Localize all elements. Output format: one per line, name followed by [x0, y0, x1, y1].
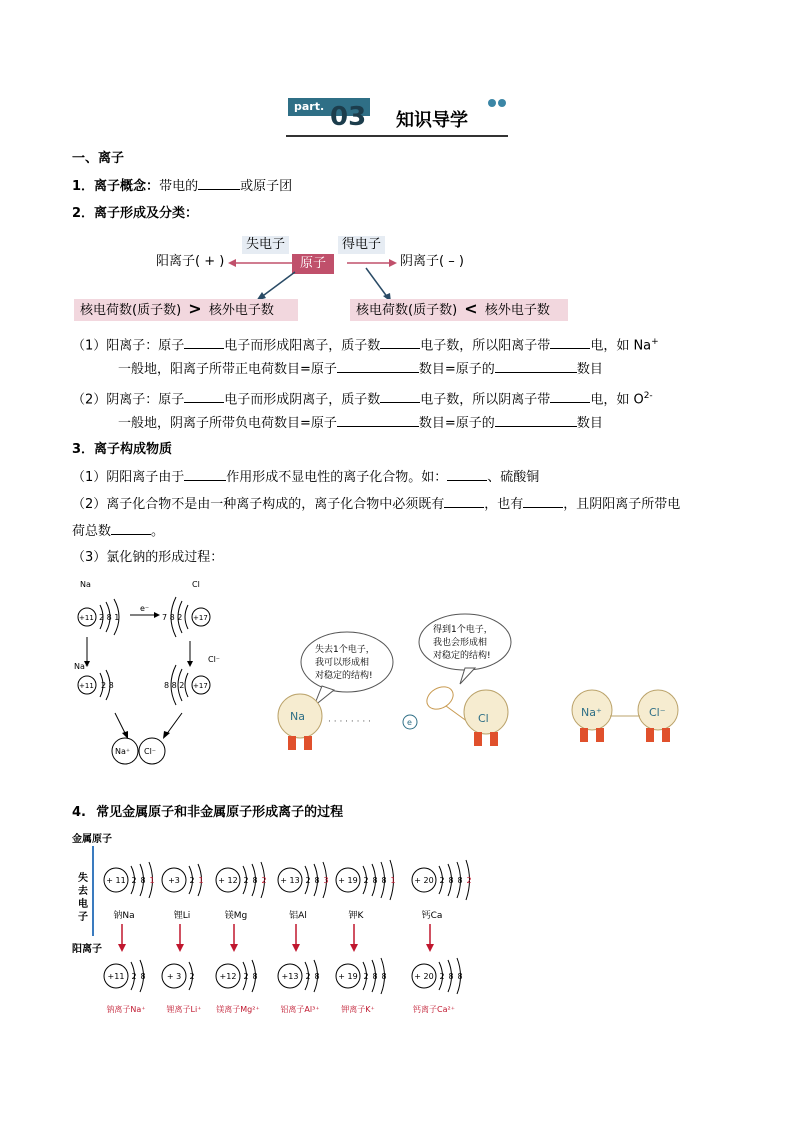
text: 电，如 Na	[590, 338, 652, 354]
ion-nucleus-charge: + 3	[166, 972, 182, 981]
text: 数目=原子的	[418, 416, 495, 431]
item-label: 离子形成及分类：	[94, 206, 199, 221]
rule-text: 核外电子数	[208, 303, 274, 318]
ionize-arrowhead	[426, 944, 434, 952]
ion-shell-count: 2	[243, 972, 249, 981]
bubble-na-line: 失去1个电子，	[315, 645, 375, 655]
ion-shell-count: 8	[457, 972, 463, 981]
na-character-label: Na	[290, 710, 305, 723]
text: 荷总数	[72, 524, 112, 539]
text: （3）氯化钠的形成过程：	[72, 550, 224, 565]
atom-shell-count: 2	[466, 876, 472, 885]
electron-label: e⁻	[140, 604, 150, 613]
blank[interactable]	[495, 360, 577, 373]
atom-shell-count: 2	[131, 876, 137, 885]
atom-nucleus-charge: + 11	[106, 876, 126, 885]
blank[interactable]	[550, 336, 590, 349]
header-part-tag: part.	[288, 98, 370, 116]
atom-shell-count: 1	[198, 876, 204, 885]
item-label: 常见金属原子和非金属原子形成离子的过程	[96, 805, 344, 820]
atom-shell-count: 8	[140, 876, 146, 885]
ion-nucleus-charge: + 20	[414, 972, 434, 981]
svg-text:· · · · · · · ·: · · · · · · · ·	[328, 717, 371, 727]
text: （1）阳离子：原子	[72, 338, 185, 354]
ionize-arrowhead	[292, 944, 300, 952]
ion-nucleus-charge: + 19	[338, 972, 358, 981]
lose-electron-label: 失电子	[242, 236, 289, 254]
atom-shell-count: 8	[381, 876, 387, 885]
na-ion-small-label: Na⁺	[115, 747, 131, 756]
atom-shell-count: 8	[457, 876, 463, 885]
header-number: 03	[330, 102, 367, 132]
rule-symbol: >	[188, 299, 202, 318]
cl-label: Cl	[192, 580, 200, 589]
ion-shell-count: 8	[372, 972, 378, 981]
text: 电子数，所以阳离子带	[420, 338, 551, 354]
atom-shell-count: 1	[390, 876, 396, 885]
text: 一般地，阴离子所带负电荷数目=原子	[118, 416, 337, 431]
text: 数目	[576, 362, 603, 377]
na-core-value: +11	[79, 614, 94, 622]
text: 电子而形成阴离子，质子数	[224, 392, 381, 408]
ion-shell-count: 2	[439, 972, 445, 981]
superscript: +	[651, 337, 659, 347]
atom-name: 钾K	[348, 911, 364, 921]
nacl-cartoon	[270, 612, 690, 762]
text: ，也有	[484, 497, 524, 512]
item-num: 2．	[72, 206, 95, 221]
text: 电子数，所以阴离子带	[420, 392, 551, 408]
text: （2）阴离子：原子	[72, 392, 185, 408]
text: ，且阴阳离子所带电	[563, 497, 681, 512]
side-char: 电	[78, 899, 88, 910]
text: 或原子团	[240, 179, 293, 194]
rule-text: 核外电子数	[484, 303, 550, 318]
blank[interactable]	[380, 336, 420, 349]
header-underline	[286, 135, 508, 137]
cl-ion-character-label: Cl⁻	[649, 706, 666, 719]
text: 带电的	[159, 179, 199, 194]
atom-shell-count: 2	[305, 876, 311, 885]
atom-nucleus-charge: + 19	[338, 876, 358, 885]
item-2	[72, 205, 198, 223]
bubble-na-line: 我可以形成相	[315, 658, 370, 668]
blank[interactable]	[198, 177, 240, 190]
bubble-cl-line: 得到1个电子，	[433, 625, 493, 635]
atom-nucleus-charge: +3	[168, 876, 180, 885]
bubble-cl-line: 对稳定的结构!	[433, 651, 491, 661]
ionize-arrowhead	[118, 944, 126, 952]
ionize-arrowhead	[350, 944, 358, 952]
blank[interactable]	[337, 360, 419, 373]
atom-nucleus-charge: + 13	[280, 876, 300, 885]
cation-rule-box	[74, 299, 298, 321]
item-3	[72, 441, 172, 459]
cl-core-value: +17	[193, 614, 208, 622]
paragraph-ionic-1	[72, 468, 539, 487]
ion-name: 钙离子Ca²⁺	[413, 1005, 455, 1014]
superscript: 2-	[643, 391, 653, 401]
rule-text: 核电荷数(质子数)	[356, 303, 458, 318]
atom-nucleus-charge: + 12	[218, 876, 238, 885]
item-label: 离子构成物质	[94, 442, 173, 457]
rule-text: 核电荷数(质子数)	[80, 303, 182, 318]
atom-name: 钙Ca	[421, 911, 443, 921]
ionize-arrowhead	[230, 944, 238, 952]
blank[interactable]	[111, 522, 151, 535]
ion-name: 锂离子Li⁺	[166, 1005, 202, 1014]
blank[interactable]	[495, 414, 577, 427]
text: 数目	[576, 416, 603, 431]
paragraph-cation	[72, 333, 659, 355]
net-icon	[423, 682, 457, 713]
blank[interactable]	[184, 390, 224, 403]
na-ion-label: Na⁺	[74, 662, 90, 671]
ion-name: 铝离子Al³⁺	[280, 1005, 320, 1014]
paragraph-cation-2	[118, 360, 603, 379]
paragraph-nacl	[72, 549, 223, 567]
atom-name: 镁Mg	[224, 911, 248, 921]
blank[interactable]	[550, 390, 590, 403]
item-1	[72, 177, 292, 196]
ion-shell-count: 2	[305, 972, 311, 981]
cl-character-label: Cl	[478, 712, 489, 725]
cl-ion-shell-numbers: 8 8 2	[164, 681, 185, 690]
metal-atoms	[72, 828, 472, 1024]
atom-shell-count: 8	[314, 876, 320, 885]
text: （2）离子化合物不是由一种离子构成的，离子化合物中必须既有	[72, 497, 445, 512]
item-label: 离子概念：	[94, 179, 160, 194]
bubble-na-line: 对稳定的结构!	[315, 671, 373, 681]
atom-shell-count: 2	[261, 876, 267, 885]
item-num: 1．	[72, 179, 95, 194]
atom-shell-count: 2	[439, 876, 445, 885]
atom-shell-count: 2	[189, 876, 195, 885]
rule-symbol: <	[464, 299, 478, 318]
blank[interactable]	[337, 414, 419, 427]
item-4	[72, 804, 343, 822]
ion-shell-count: 2	[363, 972, 369, 981]
side-char: 子	[78, 912, 88, 923]
item-num: 3．	[72, 442, 95, 457]
text: 一般地，阳离子所带正电荷数目=原子	[118, 362, 337, 377]
metal-atom-label: 金属原子	[72, 834, 112, 845]
cl-ion-label: Cl⁻	[208, 655, 221, 664]
atom-box: 原子	[292, 254, 334, 274]
atom-name: 铝Al	[289, 911, 307, 921]
section-header	[286, 96, 508, 138]
cl-ion-small-label: Cl⁻	[144, 747, 157, 756]
ion-shell-count: 8	[140, 972, 146, 981]
atom-shell-count: 8	[448, 876, 454, 885]
section-title: 一、离子	[72, 151, 125, 166]
ion-shell-count: 8	[448, 972, 454, 981]
blank[interactable]	[184, 336, 224, 349]
na-label: Na	[80, 580, 91, 589]
paragraph-anion	[72, 387, 653, 409]
atom-shell-count: 8	[252, 876, 258, 885]
ion-name: 镁离子Mg²⁺	[216, 1005, 260, 1014]
blank[interactable]	[380, 390, 420, 403]
text: （1）阴阳离子由于	[72, 470, 185, 485]
text: 电，如 O	[590, 392, 644, 408]
cl-shell-numbers: 7 8 2	[162, 613, 183, 622]
blank[interactable]	[523, 495, 563, 508]
atom-name: 钠Na	[113, 911, 135, 921]
gain-electron-label: 得电子	[338, 236, 385, 254]
ionize-arrowhead	[176, 944, 184, 952]
na-ion-core-value: +11	[79, 682, 94, 690]
ion-nucleus-charge: +13	[281, 972, 299, 981]
bubble-cl-line: 我也会形成相	[433, 638, 488, 648]
na-ion-character-label: Na⁺	[581, 706, 602, 719]
side-char: 失	[78, 873, 88, 884]
atom-shell-count: 2	[243, 876, 249, 885]
anion-label: 阴离子( – )	[400, 254, 464, 269]
nacl-formation-diagram	[70, 575, 240, 775]
ion-shell-count: 8	[314, 972, 320, 981]
na-shell-numbers: 2 8 1	[99, 613, 120, 622]
na-ion-shell-numbers: 2 8	[101, 681, 114, 690]
cation-row-label: 阳离子	[72, 944, 102, 955]
side-char: 去	[78, 886, 88, 897]
ion-nucleus-charge: +11	[107, 972, 125, 981]
text: 。	[151, 524, 165, 539]
ion-shell-count: 2	[131, 972, 137, 981]
ion-nucleus-charge: +12	[219, 972, 237, 981]
header-title: 知识导学	[396, 110, 468, 131]
atom-shell-count: 8	[372, 876, 378, 885]
atom-shell-count: 1	[149, 876, 155, 885]
ion-shell-count: 8	[252, 972, 258, 981]
atom-name: 锂Li	[173, 911, 191, 921]
item-num: 4.	[72, 805, 86, 820]
ion-name: 钾离子K⁺	[341, 1005, 375, 1014]
paragraph-ionic-2	[72, 495, 680, 514]
electron-ball-label: e	[407, 718, 412, 727]
anion-rule-box	[350, 299, 568, 321]
blank[interactable]	[447, 468, 487, 481]
header-decor-icon	[486, 96, 510, 110]
blank[interactable]	[184, 468, 226, 481]
atom-nucleus-charge: + 20	[414, 876, 434, 885]
ion-name: 钠离子Na⁺	[106, 1005, 146, 1014]
atom-shell-count: 3	[323, 876, 329, 885]
text: 数目=原子的	[418, 362, 495, 377]
ion-shell-count: 8	[381, 972, 387, 981]
text: 作用形成不显电性的离子化合物。如：	[226, 470, 448, 485]
text: 、硫酸铜	[487, 470, 540, 485]
cl-ion-core-value: +17	[193, 682, 208, 690]
blank[interactable]	[444, 495, 484, 508]
paragraph-anion-2	[118, 414, 603, 433]
cation-label: 阳离子( + )	[156, 254, 225, 269]
text: 电子而形成阳离子，质子数	[224, 338, 381, 354]
atom-shell-count: 2	[363, 876, 369, 885]
ion-classification-diagram	[70, 232, 570, 324]
metal-ion-diagram	[72, 828, 472, 1024]
paragraph-ionic-2b	[72, 522, 164, 541]
ion-shell-count: 2	[189, 972, 195, 981]
